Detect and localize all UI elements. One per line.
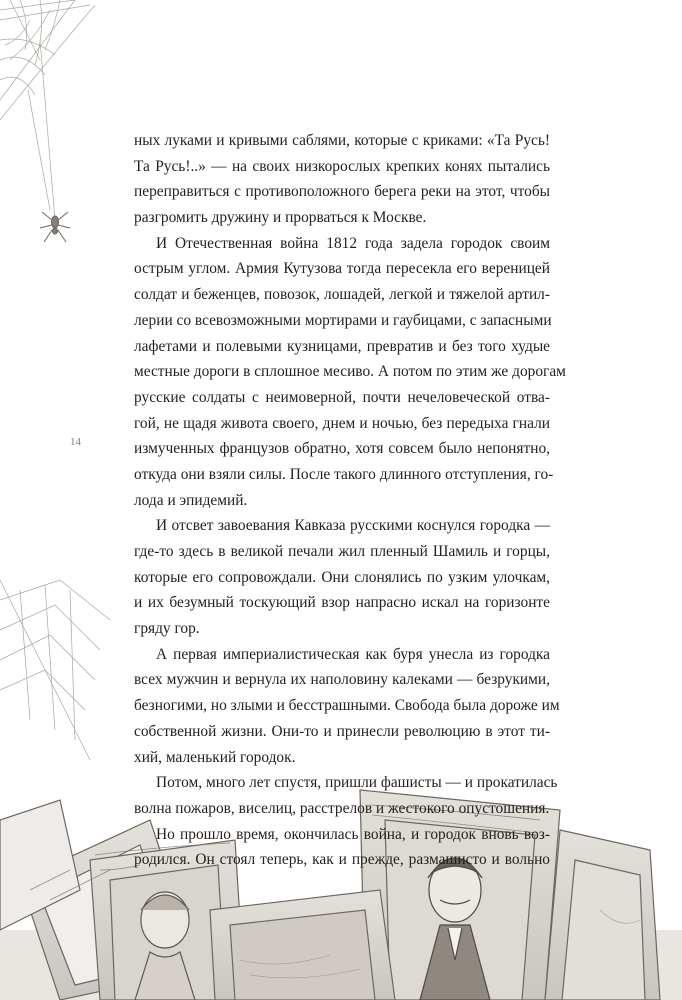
text-line: измученных французов обратно, хотя совсем было непонятно, [134, 440, 550, 458]
text-line: переправиться с противоположного берега реки на этот, чтобы [134, 183, 550, 201]
text-line: Та Русь!..» — на своих низкорослых крепких конях пытались [134, 157, 550, 175]
paragraph [134, 128, 550, 231]
text-line: местные дороги в сплошное месиво. А потом по этим же дорогам [134, 363, 566, 381]
spider-web-illustration [0, 0, 130, 300]
page-number: 14 [70, 436, 81, 448]
text-line: лода и эпидемий. [134, 491, 248, 509]
text-line: и их безумный тоскующий взор напрасно искал на горизонте [134, 594, 550, 612]
text-line: гой, не щадя живота своего, днем и ночью, без передыха гнали [134, 414, 550, 432]
text-line: откуда они взяли силы. После такого длинного отступления, го- [134, 465, 554, 483]
text-line: солдат и беженцев, повозок, лошадей, легкой и тяжелой артил- [134, 286, 550, 304]
text-line: где-то здесь в великой печали жил пленный Шамиль и горцы, [134, 543, 550, 560]
text-line: И отсвет завоевания Кавказа русскими коснулся городка — [156, 517, 550, 535]
text-line: Потом, много лет спустя, пришли фашисты — и прокатилась [156, 774, 558, 792]
text-line: гряду гор. [134, 620, 200, 638]
text-line: ных луками и кривыми саблями, которые с криками: «Та Русь! [134, 132, 550, 149]
paragraph [134, 513, 550, 641]
text-line: родился. Он стоял теперь, как и прежде, размашисто и вольно [134, 851, 550, 869]
text-line: всех мужчин и вернула их наполовину калеками — безрукими, [134, 671, 550, 689]
text-line: лерии со всевозможными мортирами и гаубицами, с запасными [134, 311, 552, 329]
text-line: И Отечественная война 1812 года задела городок своим [156, 234, 550, 252]
paragraph [134, 642, 560, 770]
paragraph [134, 822, 550, 873]
text-line: лафетами и полевыми кузницами, превратив и без того худые [134, 337, 550, 355]
text-line: Но прошло время, окончилась война, и городок вновь воз- [156, 825, 550, 843]
text-line: разгромить дружину и прорваться к Москве. [134, 209, 427, 227]
text-line: хий, маленький городок. [134, 748, 296, 766]
text-line: собственной жизни. Они-то и принесли революцию в этот ти- [134, 722, 550, 740]
body-text [134, 128, 566, 873]
text-line: острым углом. Армия Кутузова тогда пересекла его вереницей [134, 260, 550, 278]
text-line: русские солдаты с неимоверной, почти нечеловеческой отва- [134, 388, 550, 406]
paragraph [134, 770, 558, 821]
paragraph [134, 231, 566, 514]
text-line: которые его сопровождали. Они слонялись по узким улочкам, [134, 568, 550, 586]
text-line: волна пожаров, виселиц, расстрелов и жестокого опустошения. [134, 799, 550, 817]
text-line: А первая империалистическая как буря унесла из городка [156, 645, 550, 663]
text-line: безногими, но злыми и бесстрашными. Свобода была дороже им [134, 697, 560, 715]
